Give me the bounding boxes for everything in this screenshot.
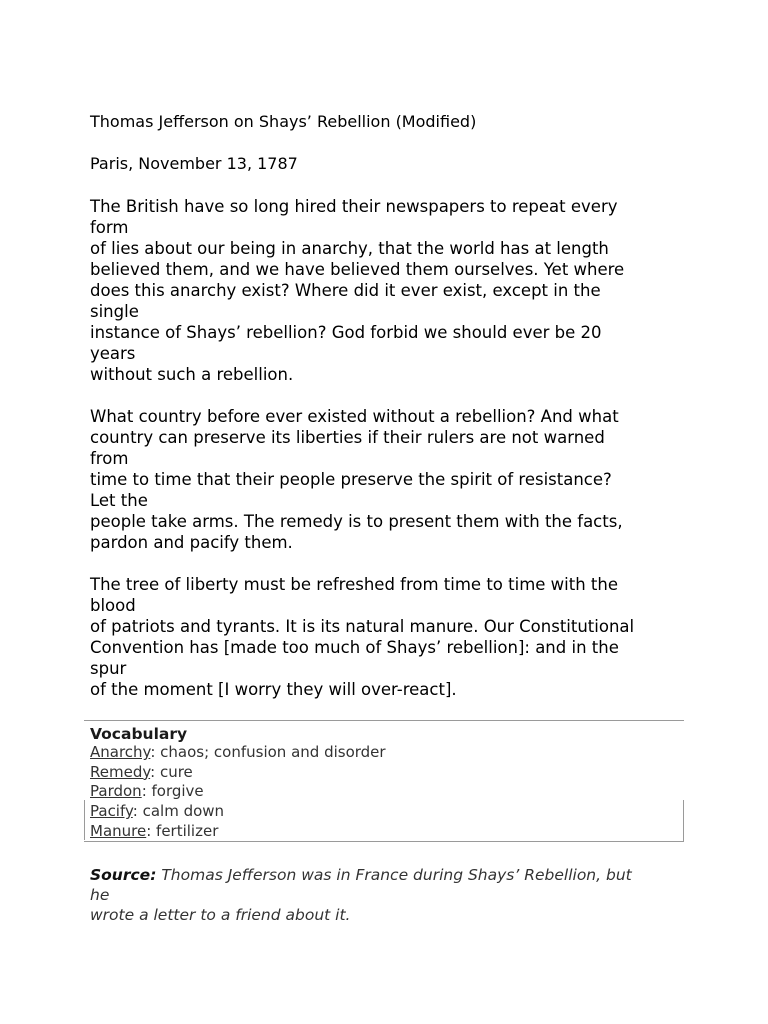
vocabulary-item	[90, 743, 386, 763]
paragraph-line: form	[90, 218, 129, 237]
paragraph-line: Let the	[90, 491, 148, 510]
paragraph-1	[90, 196, 690, 385]
paragraph-2	[90, 406, 690, 553]
vocabulary-definition: : forgive	[141, 782, 204, 801]
paragraph-line: country can preserve its liberties if their rulers are not warned	[90, 428, 605, 447]
paragraph-line: from	[90, 449, 129, 468]
vocabulary-term: Anarchy	[90, 743, 151, 761]
paragraph-line: of the moment [I worry they will over-react].	[90, 680, 457, 699]
paragraph-line: The British have so long hired their newspapers to repeat every	[90, 197, 618, 216]
paragraph-line: blood	[90, 596, 136, 615]
vocabulary-term: Remedy	[90, 762, 151, 781]
paragraph-line: pardon and pacify them.	[90, 533, 293, 552]
paragraph-line: of patriots and tyrants. It is its natural manure. Our Constitutional	[90, 617, 635, 636]
vocabulary-term: Manure	[90, 821, 147, 840]
source-note	[90, 865, 690, 925]
paragraph-line: does this anarchy exist? Where did it ever exist, except in the	[90, 281, 601, 300]
vocabulary-item	[90, 802, 386, 822]
paragraph-line: without such a rebellion.	[90, 365, 294, 384]
source-text: wrote a letter to a friend about it.	[90, 906, 351, 924]
vocabulary-box	[84, 720, 684, 842]
paragraph-line: of lies about our being in anarchy, that the world has at length	[90, 239, 609, 258]
vocabulary-item	[90, 763, 386, 783]
vocabulary-box-border	[683, 800, 684, 842]
source-text: Thomas Jefferson was in France during Shays’ Rebellion, but	[156, 866, 632, 884]
vocabulary-term: Pardon	[90, 782, 142, 801]
source-label: Source:	[90, 866, 157, 884]
vocabulary-item	[90, 822, 386, 842]
paragraph-line: spur	[90, 659, 127, 678]
vocabulary-term: Pacify	[90, 802, 133, 821]
paragraph-line: Convention has [made too much of Shays’ rebellion]: and in the	[90, 638, 619, 657]
paragraph-line: instance of Shays’ rebellion? God forbid we should ever be 20	[90, 323, 602, 342]
paragraph-line: people take arms. The remedy is to present them with the facts,	[90, 512, 623, 531]
document-body	[90, 112, 690, 700]
dateline: Paris, November 13, 1787	[90, 154, 298, 173]
vocabulary-box-border	[84, 800, 85, 840]
vocabulary-item	[90, 782, 386, 802]
source-text: he	[90, 886, 110, 904]
paragraph-line: What country before ever existed without a rebellion? And what	[90, 407, 619, 426]
vocabulary-definition: : cure	[150, 762, 193, 781]
vocabulary-definition: : fertilizer	[146, 821, 219, 840]
vocabulary-definition: : calm down	[132, 802, 225, 821]
vocabulary-heading: Vocabulary	[90, 725, 188, 743]
vocabulary-list	[90, 743, 386, 842]
paragraph-line: time to time that their people preserve the spirit of resistance?	[90, 470, 612, 489]
paragraph-line: believed them, and we have believed them ourselves. Yet where	[90, 260, 625, 279]
paragraph-line: single	[90, 302, 139, 321]
vocabulary-definition: : chaos; confusion and disorder	[150, 743, 386, 761]
paragraph-3	[90, 574, 690, 700]
paragraph-line: years	[90, 344, 136, 363]
document-title: Thomas Jefferson on Shays’ Rebellion (Modified)	[90, 112, 477, 131]
paragraph-line: The tree of liberty must be refreshed from time to time with the	[90, 575, 618, 594]
